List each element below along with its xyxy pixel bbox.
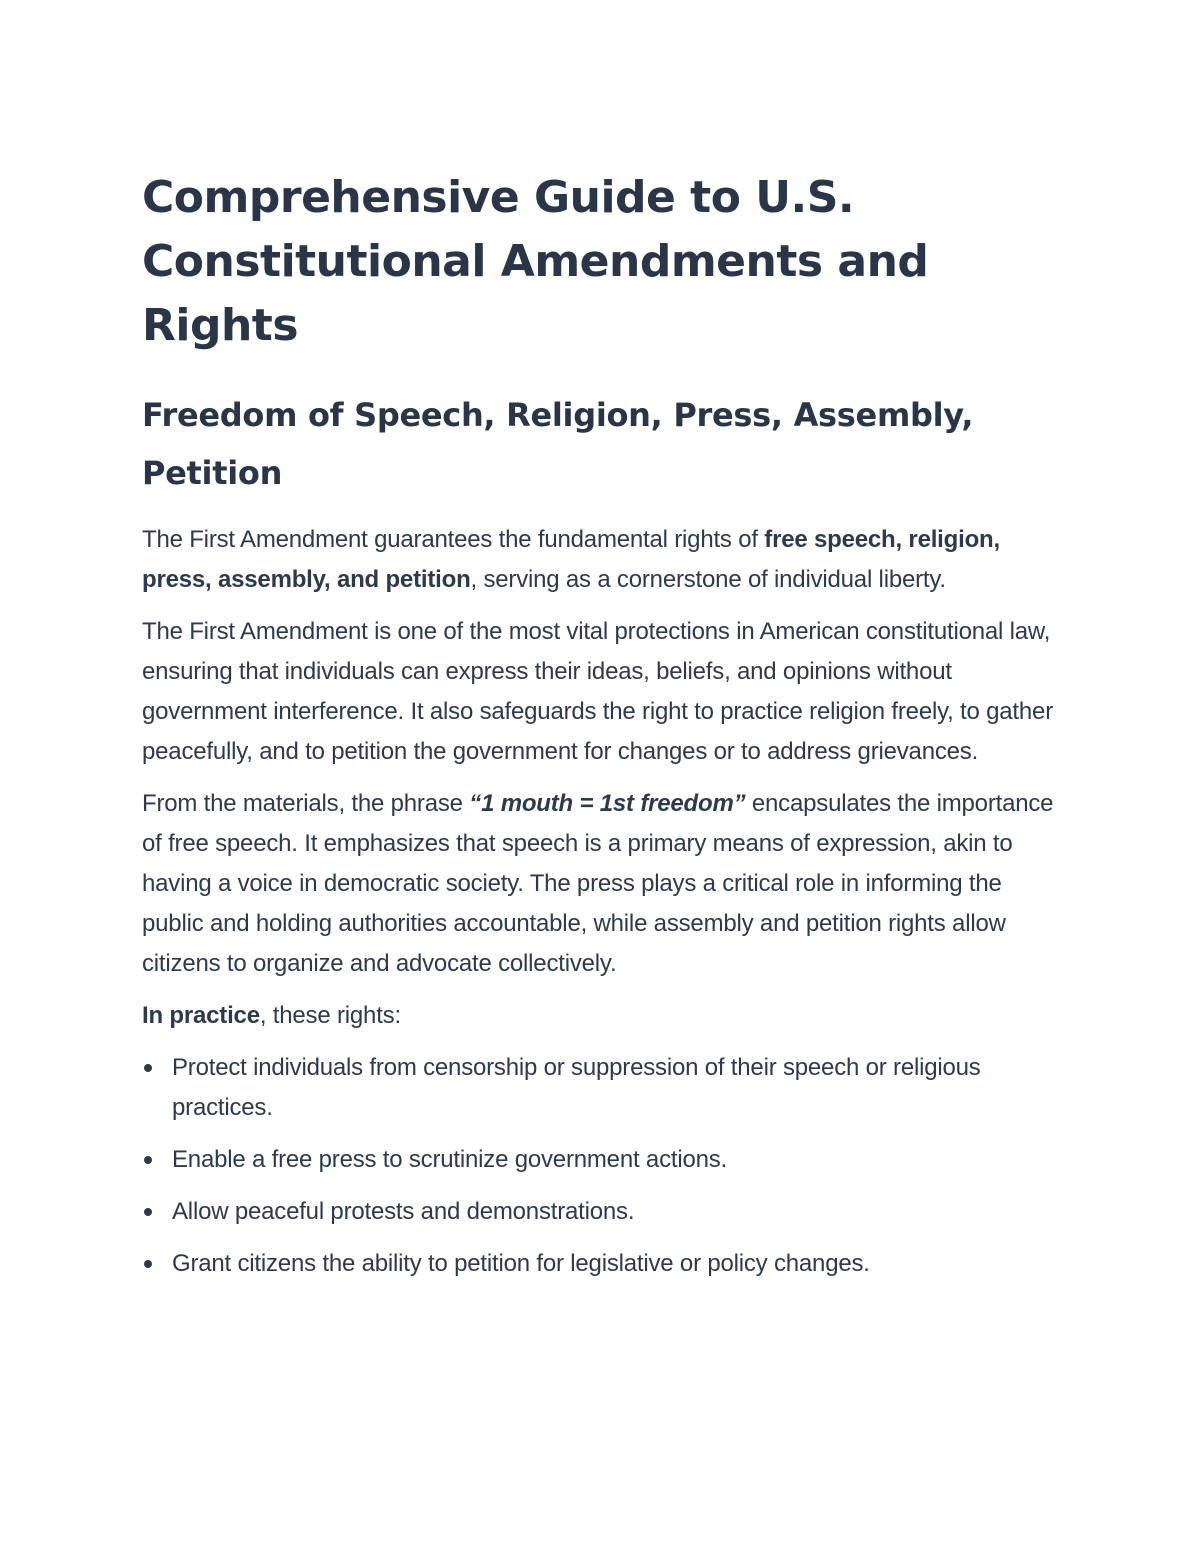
list-item-text: Grant citizens the ability to petition for legislative or policy changes. bbox=[172, 1250, 870, 1277]
section-heading: Freedom of Speech, Religion, Press, Assembly, Petition bbox=[142, 396, 974, 492]
list-item-text: Enable a free press to scrutinize government actions. bbox=[172, 1146, 728, 1173]
phrase-emphasis: “1 mouth = 1st freedom” bbox=[469, 790, 746, 817]
intro-text-end: , serving as a cornerstone of individual liberty. bbox=[470, 566, 946, 593]
document-page bbox=[142, 166, 1062, 1296]
intro-paragraph bbox=[142, 520, 1062, 600]
phrase-text-end: encapsulates the importance of free speech. It emphasizes that speech is a primary means of expression, akin to having a voice in democratic society. The press plays a critical role in informing the public and holding authorities accountable, while assembly and petition rights allow citizens to organize and advocate collectively. bbox=[142, 790, 1054, 977]
intro-text-start: The First Amendment guarantees the fundamental rights of bbox=[142, 526, 765, 553]
list-item-text: Allow peaceful protests and demonstrations. bbox=[172, 1198, 635, 1225]
practice-bold: In practice bbox=[142, 1002, 260, 1029]
practice-intro bbox=[142, 996, 1062, 1036]
paragraph-first-amendment: The First Amendment is one of the most vital protections in American constitutional law, ensuring that individuals can express their ideas, beliefs, and opinions without government interference. It also safeguards the right to practice religion freely, to gather peacefully, and to petition the government for changes or to address grievances. bbox=[142, 618, 1053, 765]
intro-bold-rights: free speech, religion, press, assembly, and petition bbox=[142, 526, 1000, 593]
bullet-icon bbox=[144, 1156, 152, 1164]
list-item-text: Protect individuals from censorship or suppression of their speech or religious practices. bbox=[172, 1054, 981, 1121]
rights-list bbox=[142, 1048, 1062, 1284]
list-item bbox=[142, 1140, 1062, 1180]
bullet-icon bbox=[144, 1208, 152, 1216]
document-title: Comprehensive Guide to U.S. Constitutional Amendments and Rights bbox=[142, 172, 929, 351]
list-item bbox=[142, 1192, 1062, 1232]
bullet-icon bbox=[144, 1064, 152, 1072]
bullet-icon bbox=[144, 1260, 152, 1268]
list-item bbox=[142, 1244, 1062, 1284]
phrase-text-start: From the materials, the phrase bbox=[142, 790, 470, 817]
paragraph-phrase bbox=[142, 784, 1062, 984]
practice-text: , these rights: bbox=[259, 1002, 401, 1029]
list-item bbox=[142, 1048, 1062, 1128]
